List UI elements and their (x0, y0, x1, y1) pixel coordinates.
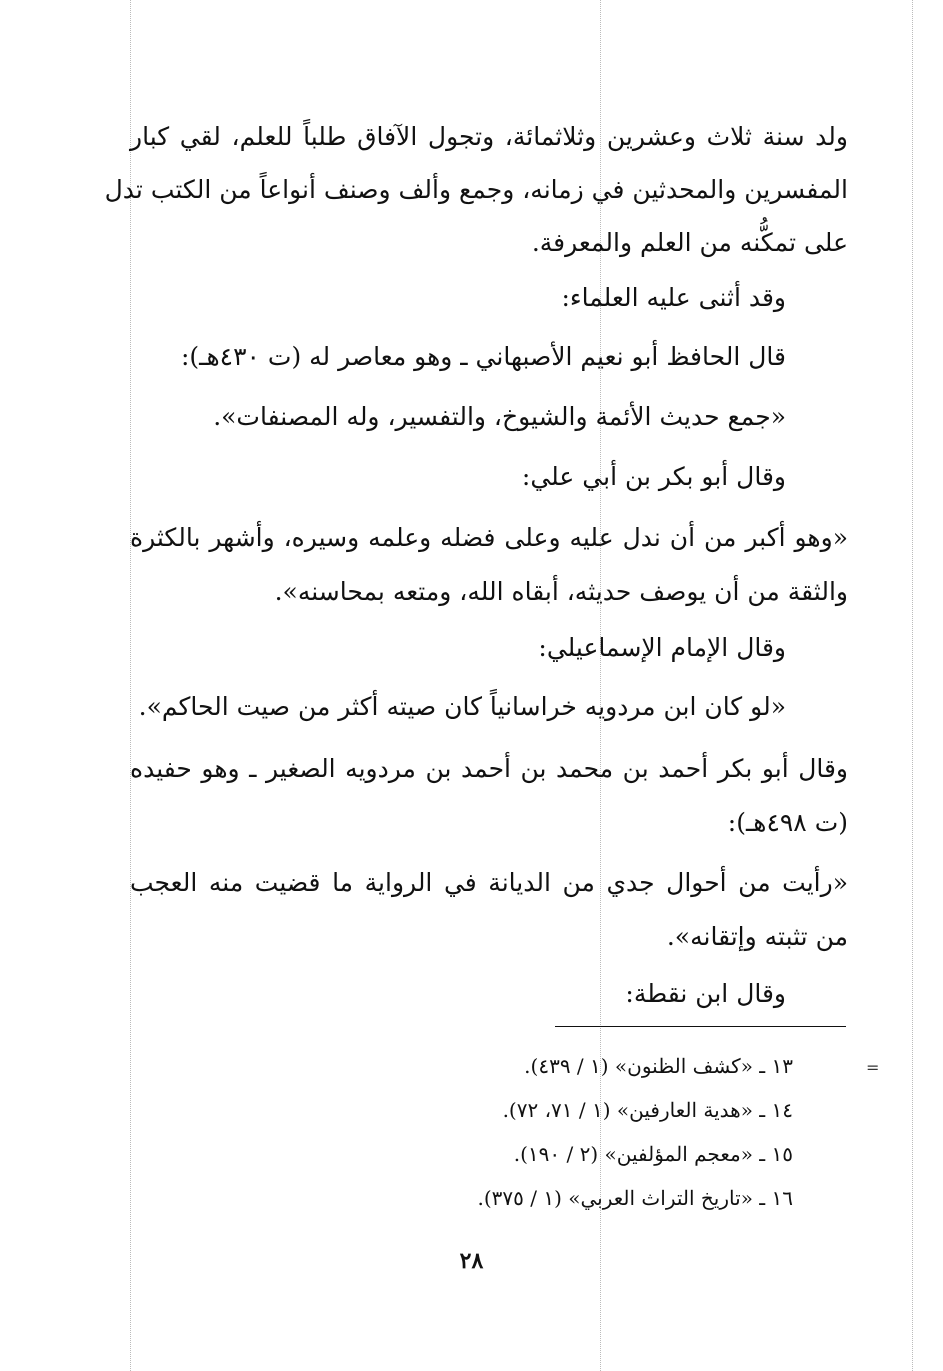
body-line: المفسرين والمحدثين في زمانه، وجمع وألف وصنف أنواعاً من الكتب تدل (104, 175, 848, 204)
body-line: وقد أثنى عليه العلماء: (561, 283, 786, 312)
body-line: وقال أبو بكر أحمد بن محمد بن أحمد بن مردويه الصغير ـ وهو حفيده (130, 754, 849, 783)
body-line: على تمكُّنه من العلم والمعرفة. (531, 228, 848, 257)
quote-line: «لو كان ابن مردويه خراسانياً كان صيته أكثر من صيت الحاكم». (138, 692, 786, 721)
quote-line: من تثبته وإتقانه». (666, 922, 848, 951)
body-line: وقال ابن نقطة: (625, 979, 786, 1008)
body-line: وقال الإمام الإسماعيلي: (538, 633, 786, 662)
footnote-separator (555, 1026, 846, 1027)
quote-line: «رأيت من أحوال جدي من الديانة في الرواية ما قضيت منه العجب (130, 868, 848, 897)
body-line: قال الحافظ أبو نعيم الأصبهاني ـ وهو معاصر له (ت ٤٣٠هـ): (180, 342, 786, 371)
footnote: ١٤ ـ «هدية العارفين» (١ / ٧١، ٧٢). (502, 1098, 793, 1122)
quote-line: «جمع حديث الأئمة والشيوخ، والتفسير، وله المصنفات». (213, 402, 786, 431)
footnote: ١٥ ـ «معجم المؤلفين» (٢ / ١٩٠). (513, 1142, 793, 1166)
footnote: ١٣ ـ «كشف الظنون» (١ / ٤٣٩). (524, 1054, 793, 1078)
body-line: (ت ٤٩٨هـ): (727, 808, 848, 837)
body-line: ولد سنة ثلاث وعشرين وثلاثمائة، وتجول الآفاق طلباً للعلم، لقي كبار (130, 122, 848, 151)
page-number: ٢٨ (459, 1248, 484, 1274)
quote-line: «وهو أكبر من أن ندل عليه وعلى فضله وعلمه وسيره، وأشهر بالكثرة (130, 523, 848, 552)
footnote: ١٦ ـ «تاريخ التراث العربي» (١ / ٣٧٥). (477, 1186, 793, 1210)
body-line: وقال أبو بكر بن أبي علي: (521, 462, 786, 491)
quote-line: والثقة من أن يوصف حديثه، أبقاه الله، ومتعه بمحاسنه». (274, 577, 848, 606)
scan-artifact-line (912, 0, 913, 1371)
footnote-marker: = (866, 1058, 880, 1077)
